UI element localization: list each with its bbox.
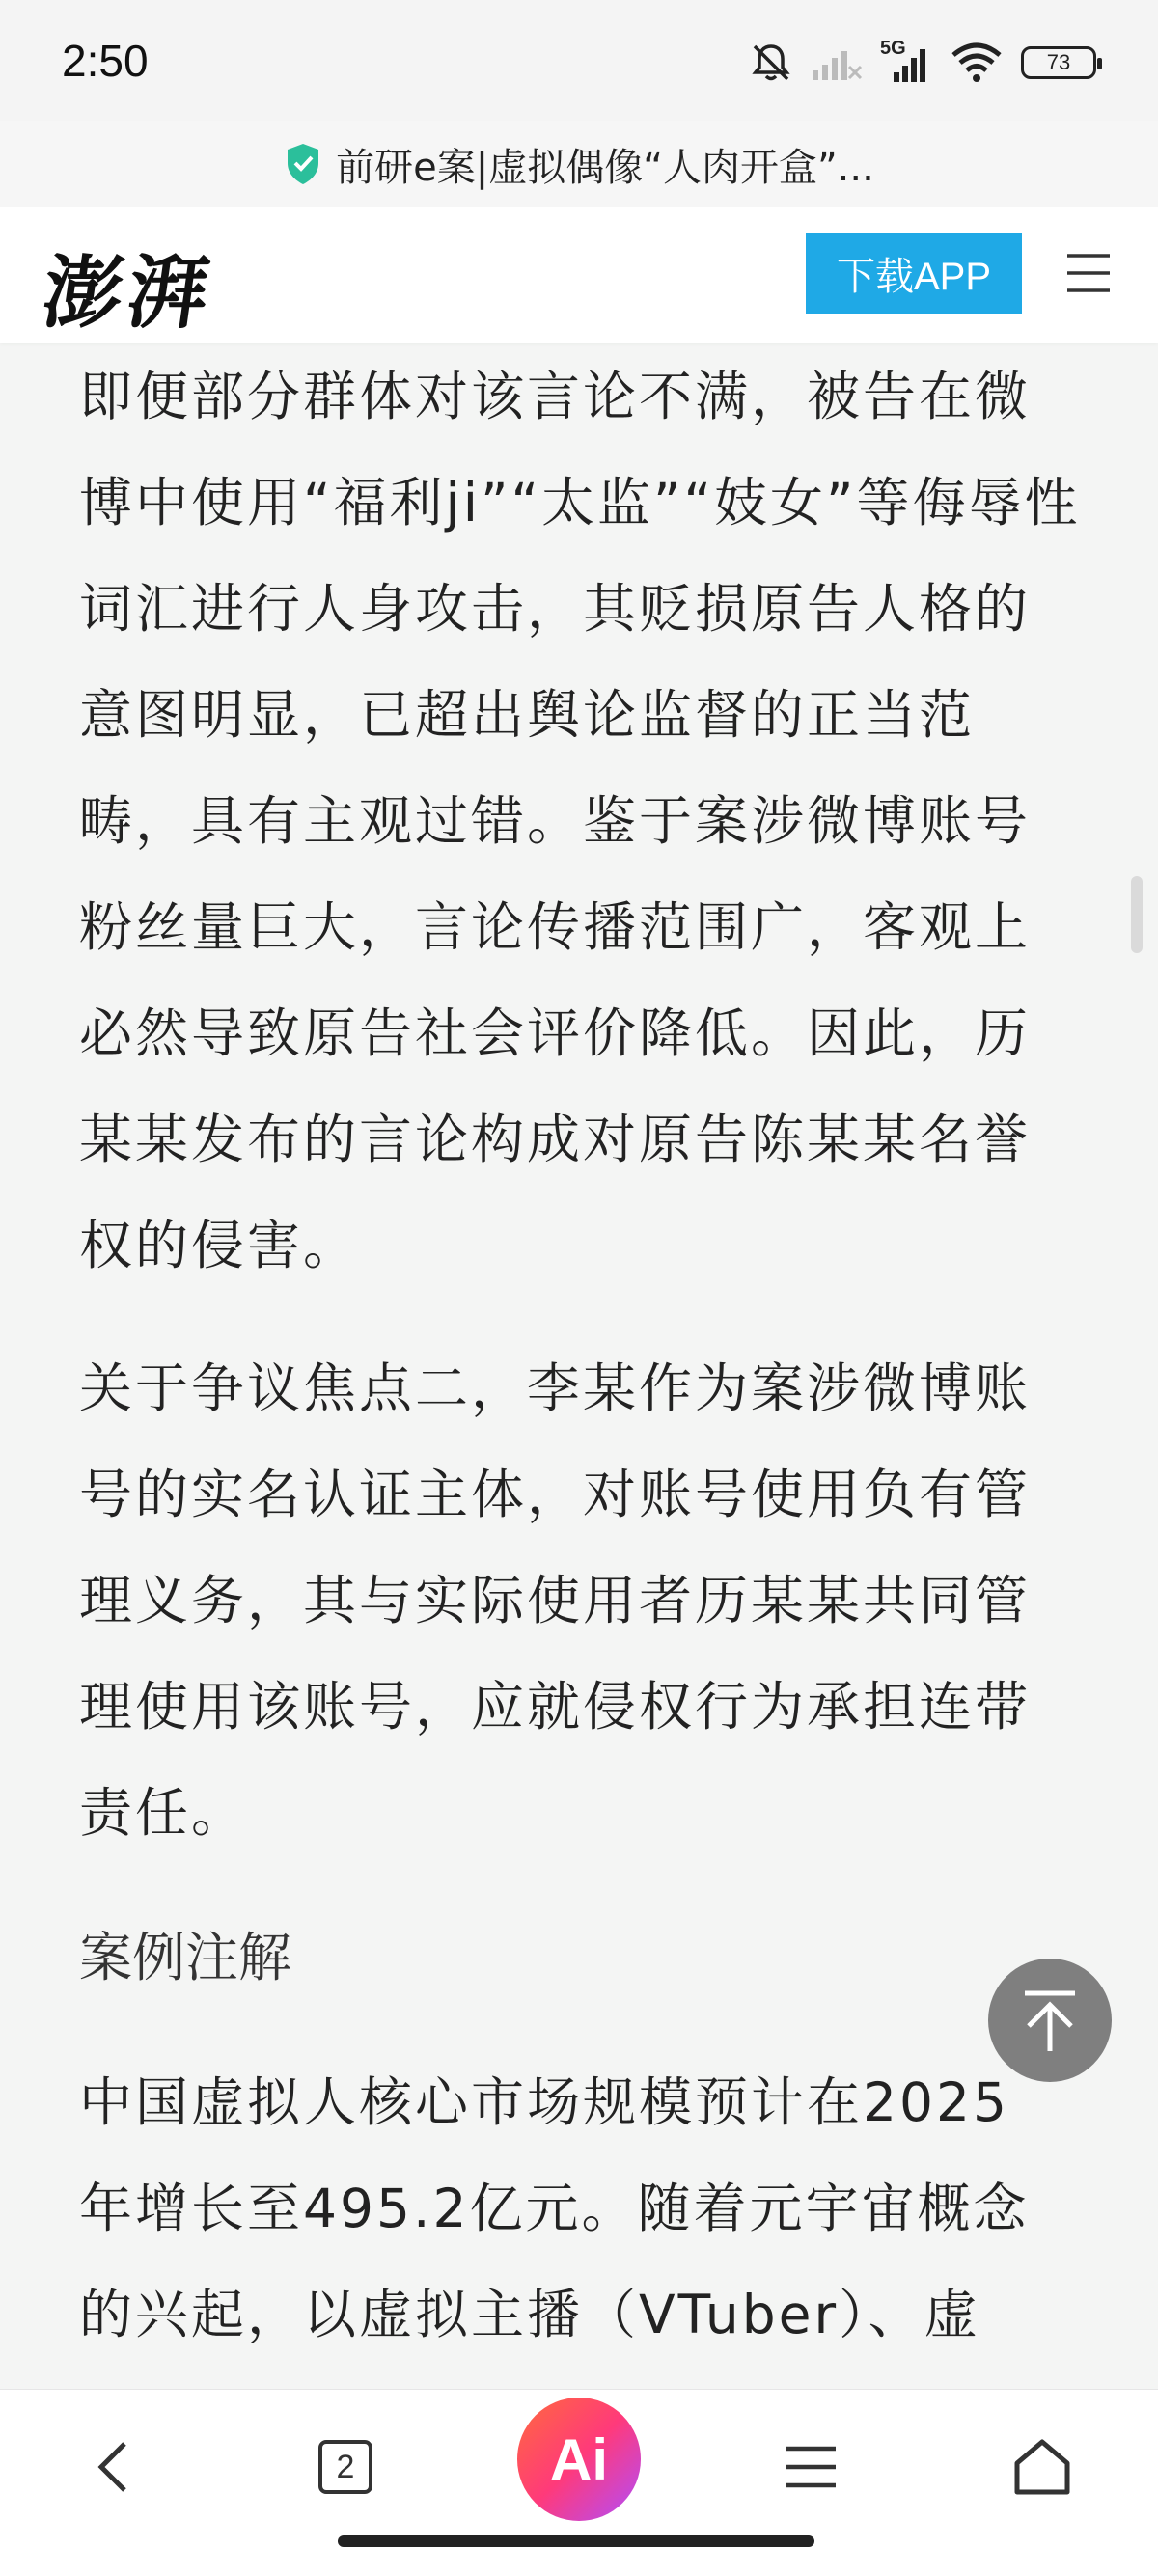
paragraph-line: 某某发布的言论构成对原告陈某某名誉 — [79, 1109, 1032, 1170]
home-icon — [1011, 2436, 1073, 2498]
mute-bell-icon — [749, 41, 793, 85]
paragraph-line: 词汇进行人身攻击，其贬损原告人格的 — [79, 578, 1032, 640]
paragraph-line: 理使用该账号，应就侵权行为承担连带 — [79, 1676, 1032, 1738]
arrow-up-icon — [1015, 1986, 1085, 2055]
home-indicator[interactable] — [338, 2535, 814, 2547]
battery-level: 73 — [1046, 50, 1071, 74]
paragraph-line: 年增长至495.2亿元。随着元宇宙概念 — [79, 2178, 1030, 2239]
section-heading: 案例注解 — [79, 1927, 292, 1988]
paragraph-line: 即便部分群体对该言论不满，被告在微 — [79, 366, 1032, 427]
status-icons — [749, 39, 1096, 87]
signal-weak-icon — [811, 43, 863, 82]
paragraph-line: 意图明显，已超出舆论监督的正当范 — [79, 684, 976, 746]
scrollbar-thumb[interactable] — [1131, 876, 1143, 953]
url-bar[interactable] — [0, 121, 1158, 207]
article-paragraph — [79, 1335, 1083, 1866]
ai-assistant-button[interactable]: Ai — [517, 2398, 641, 2521]
network-type: 5G — [880, 38, 906, 59]
site-header — [0, 207, 1158, 343]
paragraph-line: 的兴起，以虚拟主播（VTuber）、虚 — [79, 2284, 980, 2345]
wifi-icon — [950, 41, 1004, 84]
menu-lines-icon — [782, 2443, 840, 2491]
home-button[interactable] — [994, 2419, 1090, 2515]
site-logo[interactable]: 澎湃 — [37, 247, 220, 340]
article-body — [79, 343, 1083, 2389]
shield-check-icon — [284, 142, 322, 186]
status-bar — [0, 0, 1158, 125]
tabs-button[interactable] — [297, 2419, 394, 2515]
paragraph-line: 必然导致原告社会评价降低。因此，历 — [79, 1002, 1032, 1064]
paragraph-line: 号的实名认证主体，对账号使用负有管 — [79, 1464, 1032, 1525]
menu-button[interactable] — [762, 2419, 859, 2515]
paragraph-line: 畴，具有主观过错。鉴于案涉微博账号 — [79, 790, 1032, 852]
paragraph-line: 中国虚拟人核心市场规模预计在2025 — [79, 2071, 1009, 2133]
article-paragraph — [79, 2049, 1083, 2368]
paragraph-line: 理义务，其与实际使用者历某某共同管 — [79, 1570, 1032, 1631]
signal-5g-icon — [880, 38, 932, 84]
article-paragraph — [79, 343, 1083, 1299]
back-to-top-button[interactable] — [988, 1959, 1112, 2082]
status-time: 2:50 — [62, 36, 149, 86]
bottom-navigation — [0, 2389, 1158, 2576]
tab-count-icon: 2 — [318, 2440, 372, 2494]
hamburger-menu-icon[interactable] — [1065, 250, 1112, 296]
paragraph-line: 博中使用“福利ji”“太监”“妓女”等侮辱性 — [79, 472, 1081, 534]
battery-icon — [1021, 46, 1096, 79]
page-url-title[interactable]: 前研e案|虚拟偶像“人肉开盒”... — [336, 145, 874, 190]
chevron-left-icon — [90, 2438, 138, 2496]
back-button[interactable] — [66, 2419, 162, 2515]
paragraph-line: 关于争议焦点二，李某作为案涉微博账 — [79, 1357, 1032, 1419]
paragraph-line: 责任。 — [79, 1782, 248, 1844]
download-app-button[interactable]: 下载APP — [806, 233, 1022, 314]
paragraph-line: 粉丝量巨大，言论传播范围广，客观上 — [79, 896, 1032, 958]
paragraph-line: 权的侵害。 — [79, 1215, 360, 1276]
